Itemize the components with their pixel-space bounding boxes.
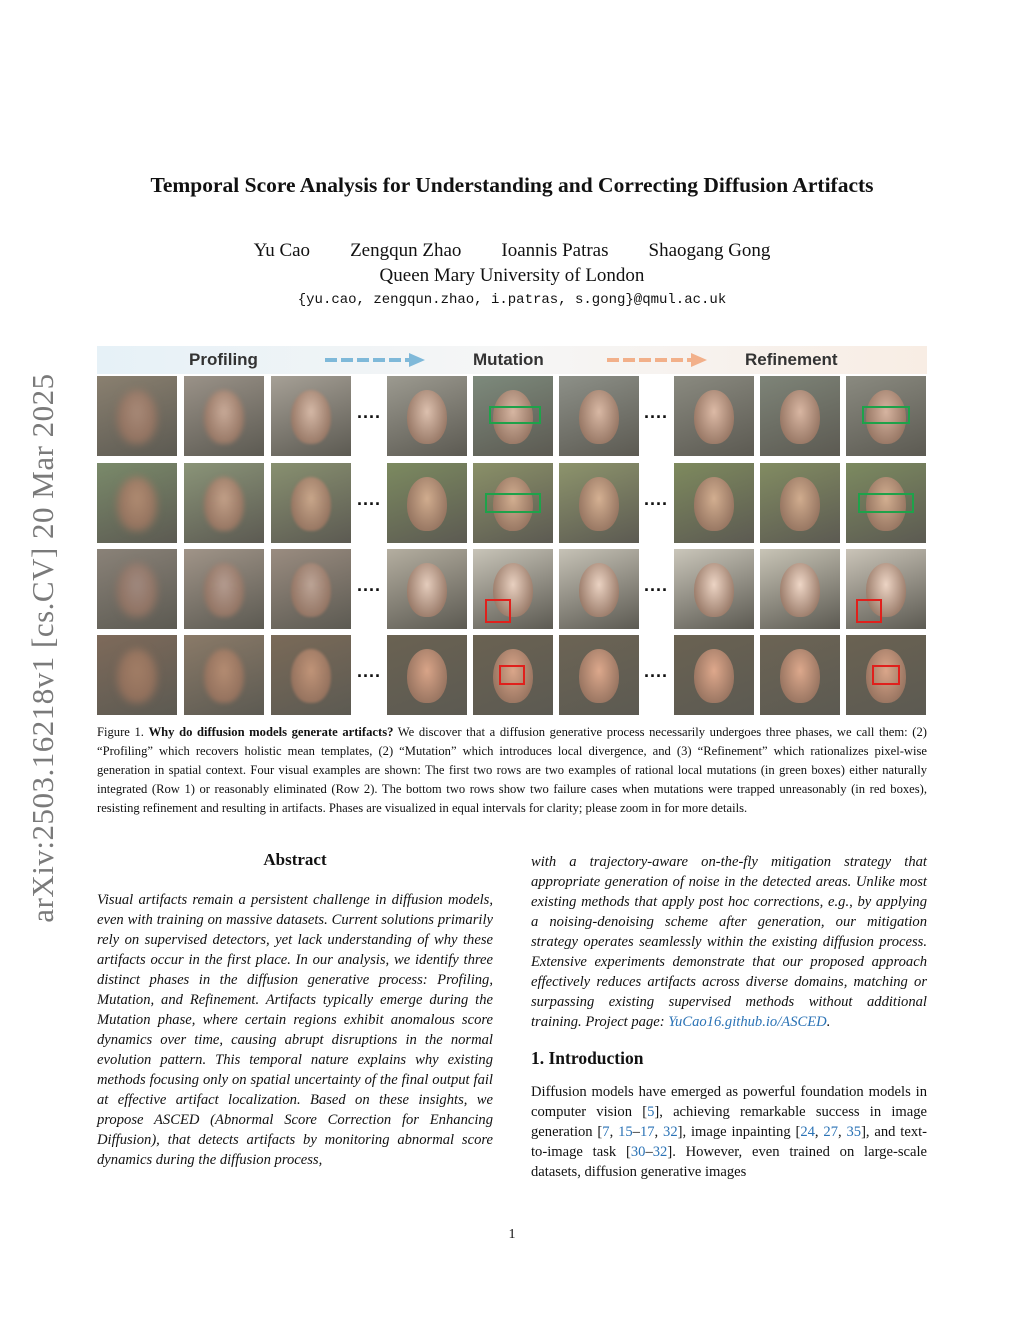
face-shape — [579, 563, 619, 617]
author-name: Yu Cao — [253, 240, 311, 261]
ellipsis-dots: .... — [643, 402, 668, 422]
sample-image-tile — [559, 463, 639, 543]
face-shape — [407, 390, 447, 444]
sample-image-tile — [760, 463, 840, 543]
affiliation: Queen Mary University of London — [379, 265, 645, 286]
face-shape — [780, 563, 820, 617]
ellipsis-dots: .... — [643, 489, 668, 509]
author-name: Ioannis Patras — [501, 240, 609, 261]
sample-image-tile — [97, 463, 177, 543]
abstract-continued — [531, 852, 927, 1032]
face-shape — [204, 477, 244, 531]
intro-text: ], image inpainting [ — [677, 1124, 801, 1140]
face-shape — [117, 649, 157, 703]
sample-image-tile — [559, 635, 639, 715]
abstract-end: . — [826, 1014, 831, 1030]
face-shape — [694, 563, 734, 617]
sample-image-tile — [97, 376, 177, 456]
intro-text: , — [609, 1124, 619, 1140]
sample-image-tile — [387, 549, 467, 629]
face-shape — [694, 649, 734, 703]
sample-image-tile — [674, 463, 754, 543]
intro-text: ], and text-to-image task [ — [531, 1124, 928, 1160]
citation-link[interactable]: 7 — [602, 1124, 610, 1140]
caption-bold: Why do diffusion models generate artifacts? — [148, 725, 394, 739]
ellipsis-dots: .... — [356, 402, 381, 422]
citation-link[interactable]: 27 — [823, 1124, 838, 1140]
face-shape — [291, 390, 331, 444]
citation-link[interactable]: 15 — [618, 1124, 633, 1140]
citation-link[interactable]: 30 — [630, 1144, 646, 1160]
face-shape — [407, 563, 447, 617]
face-shape — [579, 390, 619, 444]
face-shape — [291, 563, 331, 617]
citation-link[interactable]: 32 — [652, 1144, 668, 1160]
sample-image-tile — [674, 376, 754, 456]
abstract-heading: Abstract — [263, 850, 327, 869]
face-shape — [780, 477, 820, 531]
sample-image-tile — [559, 376, 639, 456]
face-shape — [204, 649, 244, 703]
face-shape — [780, 649, 820, 703]
phase-arrow-icon — [607, 353, 707, 367]
intro-text: , — [837, 1124, 847, 1140]
phase-label-refinement: Refinement — [745, 350, 838, 369]
ellipsis-dots: .... — [356, 489, 381, 509]
sample-image-tile — [184, 463, 264, 543]
green-mutation-box — [485, 493, 541, 513]
face-shape — [407, 477, 447, 531]
face-shape — [117, 563, 157, 617]
face-shape — [579, 477, 619, 531]
face-shape — [407, 649, 447, 703]
red-mutation-box — [872, 665, 900, 685]
sample-image-tile — [271, 635, 351, 715]
sample-image-tile — [760, 549, 840, 629]
author-list — [200, 240, 824, 262]
red-mutation-box — [485, 599, 511, 623]
arxiv-identifier — [22, 355, 64, 940]
abstract-left-column — [97, 850, 493, 1170]
author-emails: {yu.cao, zengqun.zhao, i.patras, s.gong}@qmul.ac.uk — [297, 292, 727, 308]
ellipsis-dots: .... — [643, 661, 668, 681]
sample-image-tile — [184, 635, 264, 715]
arxiv-identifier-text: arXiv:2503.16218v1 [cs.CV] 20 Mar 2025 — [25, 372, 60, 923]
sample-image-tile — [387, 463, 467, 543]
sample-image-tile — [97, 635, 177, 715]
citation-link[interactable]: 5 — [647, 1104, 655, 1120]
face-shape — [204, 563, 244, 617]
intro-text: , — [814, 1124, 824, 1140]
phase-header-bar — [97, 346, 927, 374]
project-page-link[interactable]: YuCao16.github.io/ASCED — [668, 1014, 827, 1030]
intro-text: , — [654, 1124, 664, 1140]
face-shape — [694, 390, 734, 444]
author-name: Zengqun Zhao — [350, 240, 462, 261]
abstract-continued-text: with a trajectory-aware on-the-fly mitigation strategy that appropriate generation of noise in the detected areas. Unlike most existing methods that apply post hoc corrections, e.g., by applying a noising-denoising scheme after generation, our mitigation strategy operates seamlessly within the existing diffusion process. Extensive experiments demonstrate that our proposed approach effectively reduces artifacts across diverse domains, matching or surpassing existing supervised methods without additional training. Project page: — [531, 854, 927, 1030]
sample-image-tile — [97, 549, 177, 629]
sample-image-tile — [271, 549, 351, 629]
green-mutation-box — [489, 406, 541, 424]
face-shape — [117, 477, 157, 531]
introduction-paragraph — [531, 1082, 927, 1182]
sample-image-tile — [674, 549, 754, 629]
sample-image-tile — [271, 376, 351, 456]
phase-arrow-icon — [325, 353, 425, 367]
sample-image-tile — [387, 376, 467, 456]
face-shape — [204, 390, 244, 444]
citation-link[interactable]: 17 — [639, 1124, 655, 1140]
intro-text: ]. However, even trained on large-scale datasets, diffusion generative images — [531, 1144, 927, 1180]
intro-text: ], achieving remarkable success in image generation [ — [531, 1104, 928, 1140]
sample-image-tile — [184, 549, 264, 629]
face-shape — [291, 477, 331, 531]
phase-label-mutation: Mutation — [473, 350, 544, 369]
figure-caption — [97, 723, 927, 817]
sample-image-tile — [559, 549, 639, 629]
right-column — [531, 852, 927, 1182]
sample-image-tile — [271, 463, 351, 543]
red-mutation-box — [856, 599, 882, 623]
page-number: 1 — [508, 1227, 516, 1242]
citation-link[interactable]: 35 — [846, 1124, 862, 1140]
caption-prefix: Figure 1. — [97, 725, 144, 739]
face-shape — [291, 649, 331, 703]
green-mutation-box — [858, 493, 914, 513]
sample-image-tile — [674, 635, 754, 715]
paper-title: Temporal Score Analysis for Understanding and Correcting Diffusion Artifacts — [150, 173, 874, 197]
green-mutation-box — [862, 406, 910, 424]
red-mutation-box — [499, 665, 525, 685]
face-shape — [117, 390, 157, 444]
sample-image-tile — [760, 635, 840, 715]
author-name: Shaogang Gong — [648, 240, 771, 261]
intro-text: – — [632, 1124, 640, 1140]
sample-image-tile — [184, 376, 264, 456]
ellipsis-dots: .... — [356, 575, 381, 595]
face-shape — [579, 649, 619, 703]
citation-link[interactable]: 32 — [663, 1124, 678, 1140]
phase-label-profiling: Profiling — [189, 350, 258, 369]
caption-text: We discover that a diffusion generative process necessarily undergoes three phases, we call them: (2) “Profiling” which recovers holistic mean templates, (2) “Mutation” which introduces local divergence, and (3) “Refinement” which rationalizes pixel-wise generation in spatial context. Four visual examples are shown: The first two rows are two examples of rational local mutations (in green boxes) either naturally integrated (Row 1) or reasonably eliminated (Row 2). The bottom two rows show two failure cases when mutations were trapped unreasonably (in red boxes), resisting refinement and resulting in artifacts. Phases are visualized in equal intervals for clarity; please zoom in for more details. — [97, 725, 927, 815]
face-shape — [694, 477, 734, 531]
sample-image-tile — [760, 376, 840, 456]
introduction-heading: 1. Introduction — [531, 1048, 644, 1068]
citation-link[interactable]: 24 — [800, 1124, 815, 1140]
intro-text: – — [645, 1144, 653, 1160]
ellipsis-dots: .... — [356, 661, 381, 681]
figure-1 — [97, 346, 927, 712]
introduction-body — [531, 1082, 927, 1182]
face-shape — [780, 390, 820, 444]
abstract-text: Visual artifacts remain a persistent challenge in diffusion models, even with training on massive datasets. Current solutions primarily rely on supervised detectors, yet lack understanding of why these artifacts occur in the first place. In our analysis, we identify three distinct phases in the diffusion generative process: Profiling, Mutation, and Refinement. Artifacts typically emerge during the Mutation phase, where certain regions exhibit anomalous score dynamics over time, causing abrupt disruptions in the normal evolution pattern. This temporal nature explains why existing methods focusing only on spatial uncertainty of the final output fail at effective artifact localization. Based on these insights, we propose ASCED (Abnormal Score Correction for Enhancing Diffusion), that detects artifacts by monitoring abnormal score dynamics during the diffusion process, — [97, 892, 493, 1168]
sample-image-tile — [387, 635, 467, 715]
ellipsis-dots: .... — [643, 575, 668, 595]
intro-text: Diffusion models have emerged as powerful foundation models in computer vision [ — [531, 1084, 927, 1120]
